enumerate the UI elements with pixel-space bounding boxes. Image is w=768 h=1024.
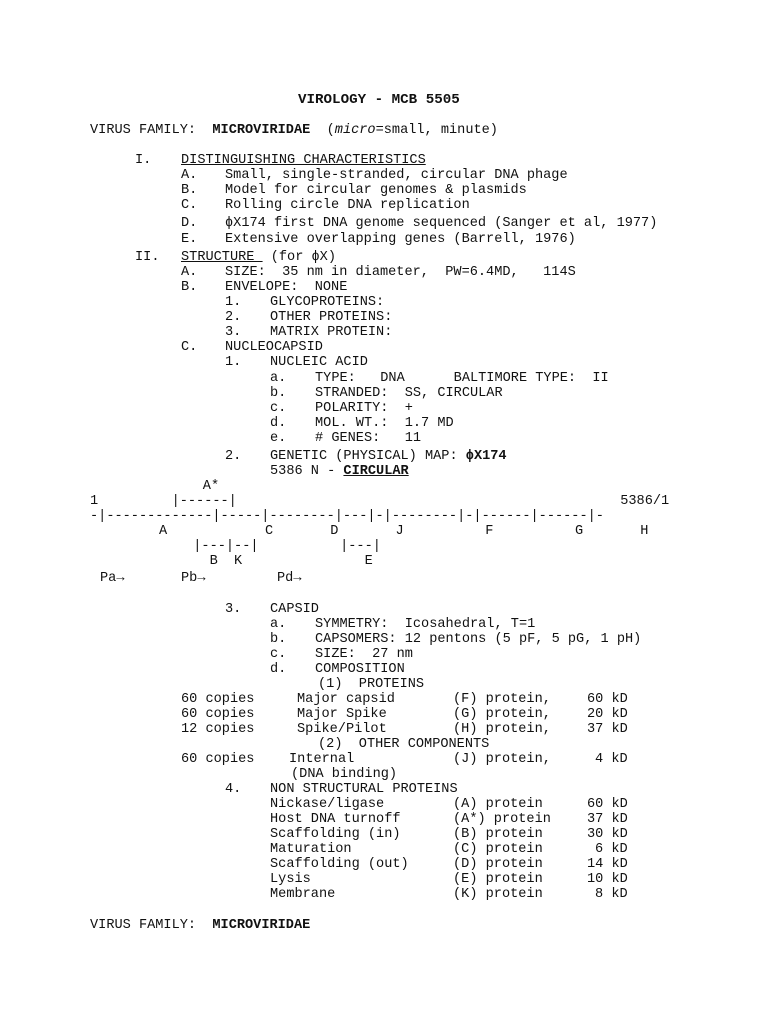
envelope-1-num: 1. bbox=[225, 295, 242, 310]
protein-g-gene: (G) protein, bbox=[453, 707, 551, 722]
genetic-map-label: GENETIC (PHYSICAL) MAP: bbox=[270, 449, 466, 464]
char-d-text: ϕX174 first DNA genome sequenced (Sanger et al, 1977) bbox=[225, 216, 658, 231]
char-d-letter: D. bbox=[181, 216, 198, 231]
protein-h-kd: 37 kD bbox=[587, 722, 628, 737]
capsid-size: SIZE: 27 nm bbox=[315, 647, 413, 662]
section-1-heading: DISTINGUISHING CHARACTERISTICS bbox=[181, 153, 426, 168]
ns-b-name: Scaffolding (in) bbox=[270, 827, 401, 842]
ns-k-kd: 8 kD bbox=[595, 887, 628, 902]
char-e-text: Extensive overlapping genes (Barrell, 1976) bbox=[225, 232, 576, 247]
nucleic-b-letter: b. bbox=[270, 386, 287, 401]
envelope-3-num: 3. bbox=[225, 325, 242, 340]
map-row-top-bracket: 1 |------| 5386/1 bbox=[90, 494, 670, 509]
protein-h-copies: 12 copies bbox=[181, 722, 255, 737]
struct-nucleocapsid: NUCLEOCAPSID bbox=[225, 340, 323, 355]
footer-virus-family-label: VIRUS FAMILY: bbox=[90, 918, 197, 933]
map-row-lower-labels: B K E bbox=[128, 554, 373, 569]
protein-h-name: Spike/Pilot bbox=[297, 722, 387, 737]
map-row-a-star: A* bbox=[162, 479, 220, 494]
nucleic-stranded: STRANDED: SS, CIRCULAR bbox=[315, 386, 503, 401]
genetic-map-line bbox=[270, 449, 507, 464]
ns-astar-kd: 37 kD bbox=[587, 812, 628, 827]
page-title: VIROLOGY - MCB 5505 bbox=[298, 92, 460, 108]
ns-c-gene: (C) protein bbox=[453, 842, 543, 857]
genome-length-line bbox=[270, 464, 409, 479]
promoter-pa-label: Pa bbox=[100, 571, 117, 586]
protein-f-copies: 60 copies bbox=[181, 692, 255, 707]
nucleic-polarity: POLARITY: + bbox=[315, 401, 413, 416]
protein-f-gene: (F) protein, bbox=[453, 692, 551, 707]
ns-a-gene: (A) protein bbox=[453, 797, 543, 812]
ns-e-kd: 10 kD bbox=[587, 872, 628, 887]
ns-d-kd: 14 kD bbox=[587, 857, 628, 872]
genome-length: 5386 N - bbox=[270, 464, 344, 479]
genome-circular: CIRCULAR bbox=[343, 464, 409, 479]
envelope-matrix-protein: MATRIX PROTEIN: bbox=[270, 325, 393, 340]
protein-j-name: Internal bbox=[289, 752, 355, 767]
protein-f-name: Major capsid bbox=[297, 692, 395, 707]
envelope-glycoproteins: GLYCOPROTEINS: bbox=[270, 295, 385, 310]
capsid-a-letter: a. bbox=[270, 617, 287, 632]
capsid-b-letter: b. bbox=[270, 632, 287, 647]
virus-family-name: MICROVIRIDAE bbox=[212, 123, 311, 138]
ns-k-name: Membrane bbox=[270, 887, 336, 902]
envelope-2-num: 2. bbox=[225, 310, 242, 325]
struct-envelope: ENVELOPE: NONE bbox=[225, 280, 348, 295]
char-c-letter: C. bbox=[181, 198, 198, 213]
protein-j-kd: 4 kD bbox=[595, 752, 628, 767]
capsid-d-letter: d. bbox=[270, 662, 287, 677]
virus-family-line bbox=[90, 123, 498, 138]
char-a-text: Small, single-stranded, circular DNA phage bbox=[225, 168, 568, 183]
map-row-gene-labels: A C D J F G H bbox=[110, 524, 649, 539]
map-row-genome-line: -|-------------|-----|--------|---|-|--------|-|------|------|- bbox=[90, 509, 604, 524]
family-note-word: micro bbox=[334, 123, 376, 138]
map-num: 2. bbox=[225, 449, 242, 464]
ns-k-gene: (K) protein bbox=[453, 887, 543, 902]
family-note-open: ( bbox=[326, 123, 335, 138]
protein-f-kd: 60 kD bbox=[587, 692, 628, 707]
nonstructural-num: 4. bbox=[225, 782, 242, 797]
struct-a-letter: A. bbox=[181, 265, 198, 280]
section-1-number: I. bbox=[135, 153, 152, 168]
footer-virus-family-line bbox=[90, 918, 310, 933]
char-e-letter: E. bbox=[181, 232, 198, 247]
protein-g-copies: 60 copies bbox=[181, 707, 255, 722]
ns-e-name: Lysis bbox=[270, 872, 311, 887]
ns-b-gene: (B) protein bbox=[453, 827, 543, 842]
nucleic-genes: # GENES: 11 bbox=[315, 431, 422, 446]
char-a-letter: A. bbox=[181, 168, 198, 183]
nucleic-a-letter: a. bbox=[270, 371, 287, 386]
protein-g-name: Major Spike bbox=[297, 707, 387, 722]
map-row-lower-brackets: |---|--| |---| bbox=[128, 539, 381, 554]
promoter-pb bbox=[181, 571, 206, 586]
char-c-text: Rolling circle DNA replication bbox=[225, 198, 470, 213]
ns-c-kd: 6 kD bbox=[595, 842, 628, 857]
nucleic-num: 1. bbox=[225, 355, 242, 370]
protein-h-gene: (H) protein, bbox=[453, 722, 551, 737]
arrow-icon: → bbox=[116, 571, 125, 586]
capsid-num: 3. bbox=[225, 602, 242, 617]
ns-astar-gene: (A*) protein bbox=[453, 812, 551, 827]
ns-c-name: Maturation bbox=[270, 842, 352, 857]
ns-e-gene: (E) protein bbox=[453, 872, 543, 887]
arrow-icon: → bbox=[293, 571, 302, 586]
promoter-pa bbox=[100, 571, 125, 586]
footer-virus-family-name: MICROVIRIDAE bbox=[212, 918, 311, 933]
genetic-map-phage: ϕX174 bbox=[465, 449, 507, 464]
char-b-text: Model for circular genomes & plasmids bbox=[225, 183, 527, 198]
promoter-pd-label: Pd bbox=[277, 571, 294, 586]
nucleic-heading: NUCLEIC ACID bbox=[270, 355, 368, 370]
nucleic-type: TYPE: DNA BALTIMORE TYPE: II bbox=[315, 371, 609, 386]
promoter-pd bbox=[277, 571, 302, 586]
struct-c-letter: C. bbox=[181, 340, 198, 355]
ns-a-kd: 60 kD bbox=[587, 797, 628, 812]
nucleic-d-letter: d. bbox=[270, 416, 287, 431]
nonstructural-heading: NON STRUCTURAL PROTEINS bbox=[270, 782, 458, 797]
capsid-heading: CAPSID bbox=[270, 602, 319, 617]
capsid-c-letter: c. bbox=[270, 647, 287, 662]
envelope-other-proteins: OTHER PROTEINS: bbox=[270, 310, 393, 325]
section-2-heading-line bbox=[181, 250, 336, 265]
proteins-heading: (1) PROTEINS bbox=[318, 677, 425, 692]
struct-b-letter: B. bbox=[181, 280, 198, 295]
ns-b-kd: 30 kD bbox=[587, 827, 628, 842]
ns-a-name: Nickase/ligase bbox=[270, 797, 385, 812]
arrow-icon: → bbox=[197, 571, 206, 586]
protein-j-note: (DNA binding) bbox=[291, 767, 398, 782]
family-note-rest: =small, minute) bbox=[375, 123, 498, 138]
nucleic-c-letter: c. bbox=[270, 401, 287, 416]
protein-j-gene: (J) protein, bbox=[453, 752, 551, 767]
section-2-heading-note: (for ϕX) bbox=[262, 250, 336, 265]
ns-d-name: Scaffolding (out) bbox=[270, 857, 409, 872]
nucleic-e-letter: e. bbox=[270, 431, 287, 446]
virus-family-label: VIRUS FAMILY: bbox=[90, 123, 197, 138]
capsid-symmetry: SYMMETRY: Icosahedral, T=1 bbox=[315, 617, 536, 632]
nucleic-mol-wt: MOL. WT.: 1.7 MD bbox=[315, 416, 454, 431]
protein-g-kd: 20 kD bbox=[587, 707, 628, 722]
section-2-heading: STRUCTURE bbox=[181, 250, 263, 265]
ns-d-gene: (D) protein bbox=[453, 857, 543, 872]
ns-astar-name: Host DNA turnoff bbox=[270, 812, 401, 827]
section-2-number: II. bbox=[135, 250, 160, 265]
capsid-capsomers: CAPSOMERS: 12 pentons (5 pF, 5 pG, 1 pH) bbox=[315, 632, 642, 647]
promoter-pb-label: Pb bbox=[181, 571, 198, 586]
protein-j-copies: 60 copies bbox=[181, 752, 255, 767]
capsid-composition: COMPOSITION bbox=[315, 662, 405, 677]
other-components-heading: (2) OTHER COMPONENTS bbox=[318, 737, 490, 752]
char-b-letter: B. bbox=[181, 183, 198, 198]
struct-size: SIZE: 35 nm in diameter, PW=6.4MD, 114S bbox=[225, 265, 576, 280]
